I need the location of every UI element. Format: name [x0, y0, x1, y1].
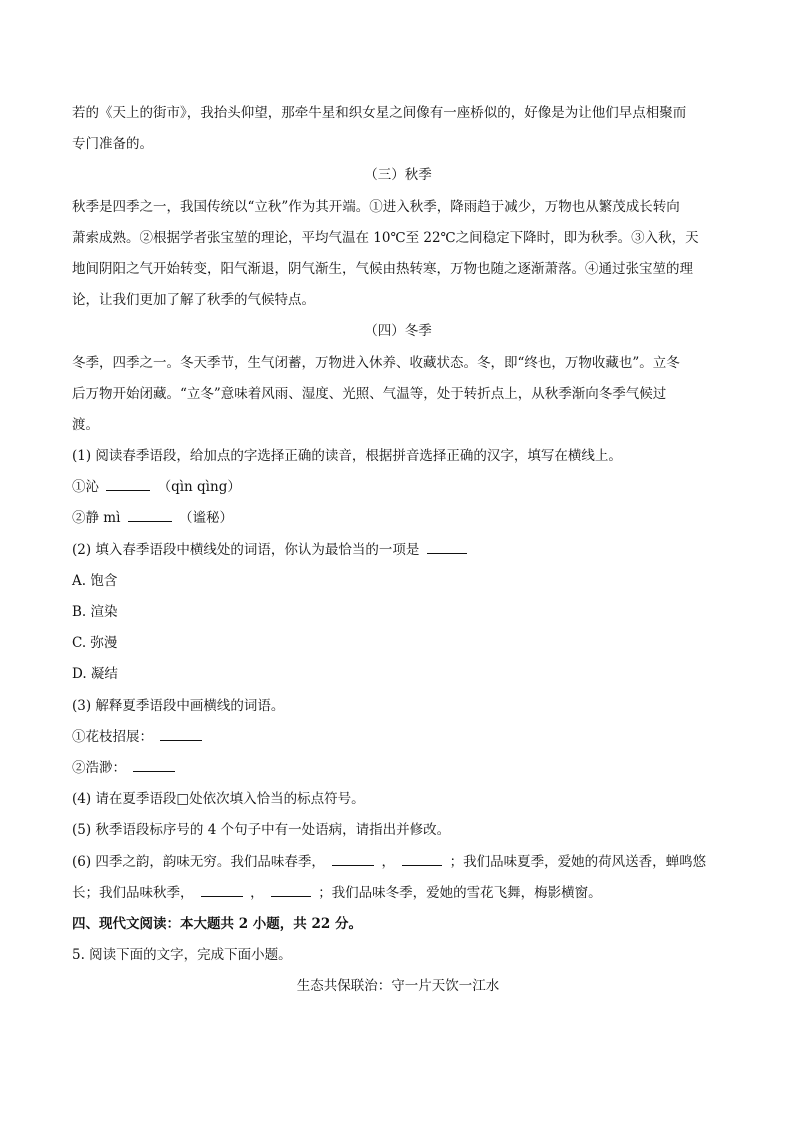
option-b: B. 渲染 — [72, 604, 118, 620]
question-1b — [72, 503, 724, 534]
comma: ， — [250, 884, 264, 901]
document-page — [72, 98, 724, 1002]
answer-blank[interactable] — [402, 851, 442, 866]
paragraph-line: 专门准备的。 — [72, 136, 153, 153]
section-heading-autumn: （三）秋季 — [364, 167, 432, 184]
question-6-text: (6) 四季之韵，韵味无穷。我们品味春季， — [72, 853, 325, 870]
question-4: (4) 请在夏季语段□处依次填入恰当的标点符号。 — [72, 791, 365, 808]
question-1: (1) 阅读春季语段，给加点的字选择正确的读音，根据拼音选择正确的汉字，填写在横线上。 — [72, 448, 622, 465]
question-3a-label: ①花枝招展： — [72, 728, 153, 745]
option-a: A. 饱含 — [72, 572, 118, 589]
question-3: (3) 解释夏季语段中画横线的词语。 — [72, 697, 285, 714]
question-3b-label: ②浩渺： — [72, 759, 126, 776]
paragraph-line: 冬季，四季之一。冬天季节，生气闭蓄，万物进入休养、收藏状态。冬，即“终也，万物收藏也”。立冬 — [72, 354, 680, 371]
answer-blank[interactable] — [427, 539, 467, 554]
paragraph-line: 渡。 — [72, 416, 99, 433]
question-3b — [72, 753, 724, 784]
paragraph-line: 地间阴阳之气开始转变，阳气渐退，阴气渐生，气候由热转寒，万物也随之逐渐萧落。④通过张宝堃的理 — [72, 260, 693, 277]
question-2 — [72, 535, 724, 566]
section-heading-winter: （四）冬季 — [364, 323, 432, 340]
question-6-line-2 — [72, 878, 724, 909]
option-c: C. 弥漫 — [72, 635, 118, 652]
answer-blank[interactable] — [160, 726, 202, 741]
paragraph-line: 论，让我们更加了解了秋季的气候特点。 — [72, 292, 315, 309]
question-3a — [72, 722, 724, 753]
section-heading-modern-reading: 四、现代文阅读：本大题共 2 小题，共 22 分。 — [72, 915, 362, 932]
question-1b-options: （谧秘） — [179, 510, 234, 527]
answer-blank[interactable] — [201, 882, 243, 897]
question-1a — [72, 472, 724, 503]
question-1b-label: ②静 mì — [72, 510, 121, 527]
question-6-line-1 — [72, 847, 724, 878]
question-5-intro: 5. 阅读下面的文字，完成下面小题。 — [72, 947, 292, 964]
answer-blank[interactable] — [128, 507, 172, 522]
question-1a-label: ①沁 — [72, 479, 99, 496]
answer-blank[interactable] — [133, 757, 175, 772]
question-2-text: (2) 填入春季语段中横线处的词语，你认为最恰当的一项是 — [72, 541, 420, 558]
answer-blank[interactable] — [106, 476, 150, 491]
option-d: D. 凝结 — [72, 666, 118, 683]
question-6-text: ；我们品味冬季，爱她的雪花飞舞，梅影横窗。 — [318, 884, 602, 901]
question-6-text: 长；我们品味秋季， — [72, 884, 194, 901]
paragraph-line: 萧索成熟。②根据学者张宝堃的理论，平均气温在 10℃至 22℃之间稳定下降时，即为秋季。③入秋，天 — [72, 229, 699, 246]
paragraph-line: 后万物开始闭藏。“立冬”意味着风雨、湿度、光照、气温等，处于转折点上，从秋季渐向冬季气候过 — [72, 385, 667, 402]
question-5: (5) 秋季语段标序号的 4 个句子中有一处语病，请指出并修改。 — [72, 822, 451, 839]
answer-blank[interactable] — [271, 882, 311, 897]
paragraph-line: 秋季是四季之一，我国传统以“立秋”作为其开端。①进入秋季，降雨趋于减少，万物也从繁茂成长转向 — [72, 198, 680, 215]
answer-blank[interactable] — [332, 851, 374, 866]
question-6-text: ；我们品味夏季，爱她的荷风送香，蝉鸣悠 — [449, 853, 707, 870]
article-title: 生态共保联治：守一片天饮一江水 — [296, 978, 500, 995]
comma: ， — [381, 853, 396, 870]
paragraph-line: 若的《天上的街市》，我抬头仰望，那牵牛星和织女星之间像有一座桥似的，好像是为让他们早点相聚而 — [72, 105, 687, 121]
question-1a-pinyin: （qìn qìng） — [157, 479, 241, 496]
